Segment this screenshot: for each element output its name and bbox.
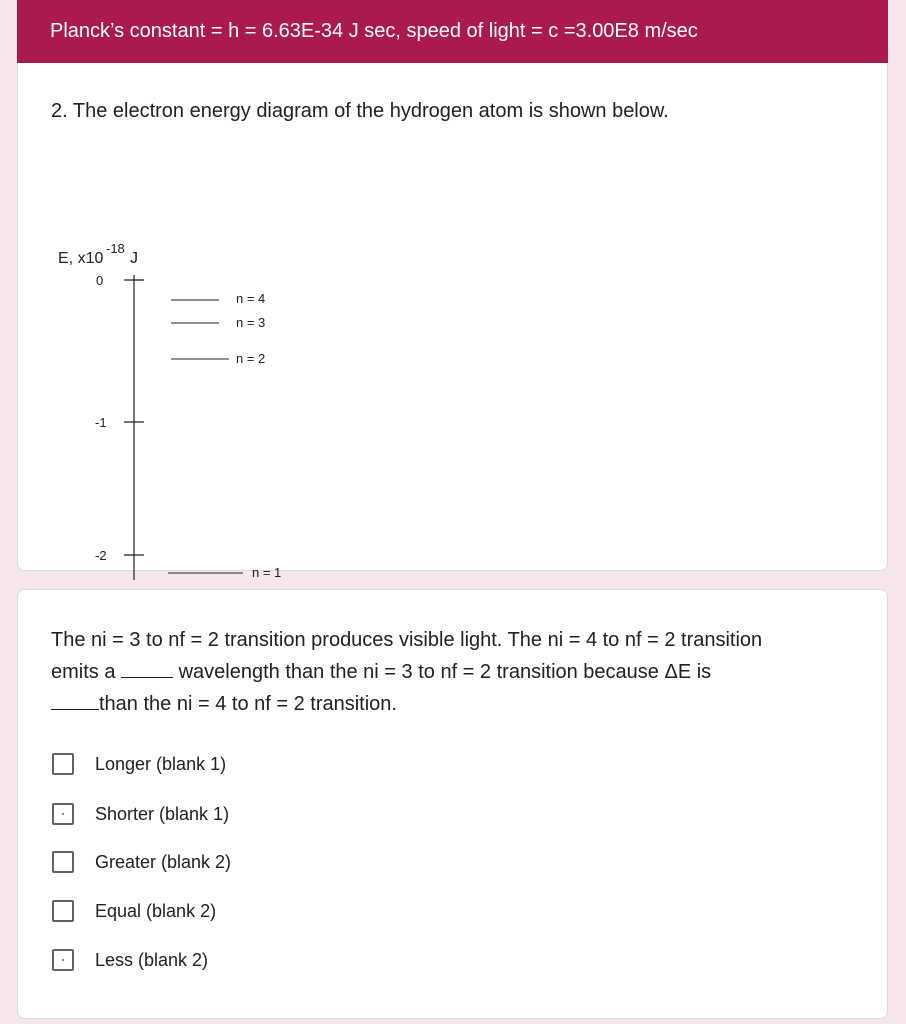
- option-equal[interactable]: [52, 897, 352, 925]
- option-greater[interactable]: [52, 848, 352, 876]
- option-label-greater: Greater (blank 2): [95, 851, 232, 872]
- question-line-1: The ni = 3 to nf = 2 transition produces visible light. The ni = 4 to nf = 2 transition: [51, 629, 763, 651]
- question-line-2: [51, 656, 851, 688]
- axis-exponent: -18: [106, 241, 125, 256]
- checkbox-greater[interactable]: [52, 851, 74, 873]
- tick-label-0: 0: [96, 273, 104, 288]
- checkbox-equal[interactable]: [52, 900, 74, 922]
- question-card-options: [17, 589, 888, 1019]
- level-label-n1: n = 1: [252, 565, 282, 580]
- question-line-2a: emits a: [51, 661, 116, 683]
- level-label-n2: n = 2: [236, 351, 266, 366]
- option-longer[interactable]: [52, 750, 352, 778]
- question-line-2b: wavelength than the ni = 3 to nf = 2 transition because ΔE is: [178, 661, 712, 683]
- axis-unit: J: [130, 250, 138, 267]
- option-less[interactable]: [52, 946, 352, 974]
- option-shorter[interactable]: [52, 800, 352, 828]
- axis-label: E, x10: [58, 250, 104, 267]
- level-label-n4: n = 4: [236, 291, 266, 306]
- question-title: 2. The electron energy diagram of the hydrogen atom is shown below.: [51, 100, 669, 122]
- question-line-3: [51, 688, 851, 720]
- option-label-longer: Longer (blank 1): [95, 753, 227, 774]
- blank-2: [51, 689, 99, 710]
- checkbox-less[interactable]: [52, 949, 74, 971]
- option-label-shorter: Shorter (blank 1): [95, 803, 230, 824]
- tick-label-minus-2: -2: [95, 548, 107, 563]
- constants-description: Planck’s constant = h = 6.63E-34 J sec, speed of light = c =3.00E8 m/sec: [50, 20, 698, 42]
- blank-1: [121, 657, 173, 678]
- level-label-n3: n = 3: [236, 315, 266, 330]
- question-line-3-text: than the ni = 4 to nf = 2 transition.: [99, 693, 397, 715]
- checkbox-shorter[interactable]: [52, 803, 74, 825]
- tick-label-minus-1: -1: [95, 415, 107, 430]
- option-label-equal: Equal (blank 2): [95, 900, 217, 921]
- question-text: [51, 624, 851, 720]
- option-label-less: Less (blank 2): [95, 949, 209, 970]
- form-header: [17, 0, 888, 64]
- checkbox-longer[interactable]: [52, 753, 74, 775]
- question-card-diagram: [17, 63, 888, 580]
- energy-diagram: [58, 173, 358, 593]
